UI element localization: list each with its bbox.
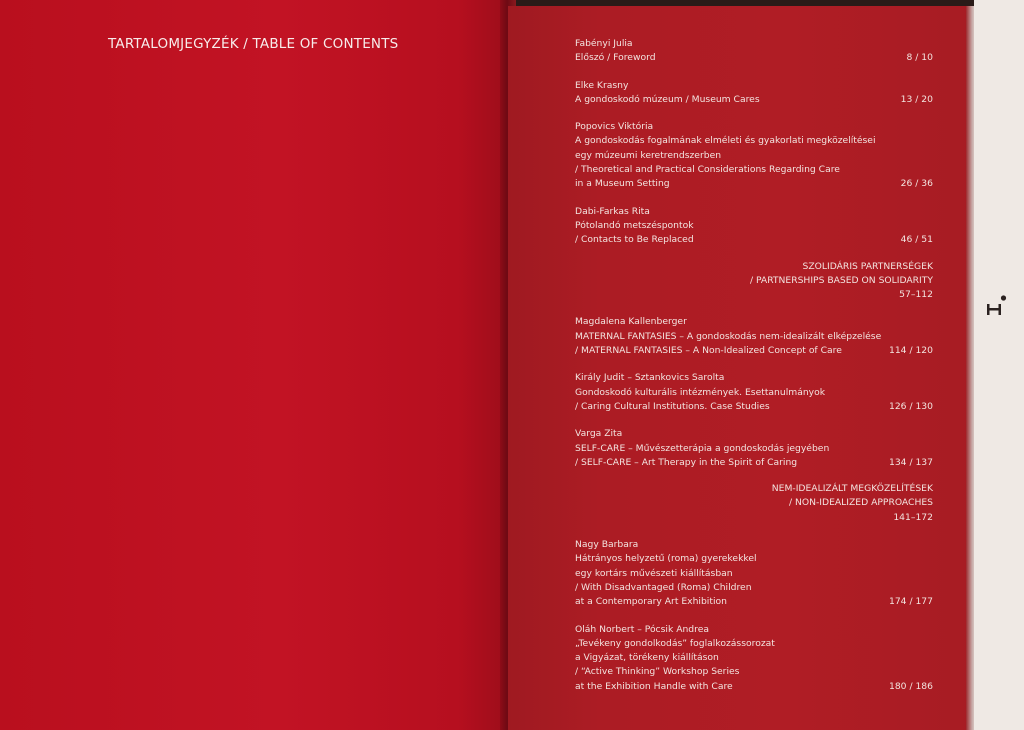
- toc-title: a Vigyázat, törékeny kiállításon: [575, 652, 719, 664]
- toc-pages: 134 / 137: [888, 456, 933, 468]
- toc-pages: 8 / 10: [906, 52, 933, 64]
- toc-author: Oláh Norbert – Pócsik Andrea: [575, 623, 709, 635]
- toc-title: Hátrányos helyzetű (roma) gyerekekkel: [575, 553, 757, 565]
- toc-title: / SELF-CARE – Art Therapy in the Spirit of Caring: [575, 456, 798, 468]
- page-title: TARTALOMJEGYZÉK / TABLE OF CONTENTS: [108, 36, 399, 52]
- toc-author: Dabi-Farkas Rita: [575, 205, 650, 217]
- toc-pages: 180 / 186: [888, 680, 933, 692]
- toc-author: Varga Zita: [575, 428, 623, 440]
- toc-author: Nagy Barbara: [575, 539, 639, 551]
- next-page-edge: [974, 0, 1024, 730]
- toc-entry: [575, 205, 933, 248]
- toc-entry: [575, 538, 933, 609]
- toc-title: Pótolandó metszéspontok: [575, 219, 694, 231]
- toc-section-heading: [575, 260, 933, 303]
- toc-author: Fabényi Julia: [575, 38, 633, 49]
- toc-entry: [575, 120, 933, 191]
- section-title: / NON-IDEALIZED APPROACHES: [788, 497, 933, 509]
- toc-entry: [575, 427, 933, 470]
- toc-title: at the Exhibition Handle with Care: [575, 680, 733, 692]
- toc-title: / With Disadvantaged (Roma) Children: [575, 581, 752, 593]
- toc-title: / Contacts to Be Replaced: [575, 234, 694, 246]
- toc-title: A gondoskodó múzeum / Museum Cares: [575, 93, 760, 105]
- toc-title: Előszó / Foreword: [575, 52, 656, 64]
- toc-title: egy múzeumi keretrendszerben: [575, 149, 722, 161]
- toc-title: MATERNAL FANTASIES – A gondoskodás nem-idealizált elképzelése: [575, 330, 882, 342]
- toc-title: egy kortárs művészeti kiállításban: [575, 567, 733, 579]
- toc-pages: 174 / 177: [888, 596, 933, 608]
- toc-pages: 126 / 130: [888, 400, 933, 412]
- section-pages: 141–172: [893, 511, 933, 523]
- toc-author: Elke Krasny: [575, 79, 629, 91]
- toc-entry: [575, 315, 933, 358]
- table-of-contents: [575, 37, 933, 707]
- section-title: / PARTNERSHIPS BASED ON SOLIDARITY: [749, 274, 933, 286]
- toc-title: / Theoretical and Practical Considerations Regarding Care: [575, 164, 840, 176]
- toc-title: SELF-CARE – Művészetterápia a gondoskodás jegyében: [575, 442, 830, 454]
- toc-entry: [575, 623, 933, 694]
- section-pages: 57–112: [899, 289, 933, 301]
- toc-author: Magdalena Kallenberger: [575, 316, 687, 328]
- toc-author: Popovics Viktória: [575, 121, 654, 133]
- toc-title: A gondoskodás fogalmának elméleti és gyakorlati megközelítései: [575, 135, 876, 147]
- toc-entry: [575, 371, 933, 414]
- toc-pages: 13 / 20: [900, 93, 933, 105]
- toc-pages: 114 / 120: [888, 345, 933, 357]
- left-page: [0, 0, 508, 730]
- toc-title: at a Contemporary Art Exhibition: [575, 596, 727, 608]
- toc-pages: 46 / 51: [900, 234, 933, 246]
- toc-pages: 26 / 36: [900, 178, 933, 190]
- toc-title: / Caring Cultural Institutions. Case Studies: [575, 400, 770, 412]
- toc-entry: [575, 79, 933, 108]
- toc-title: / “Active Thinking” Workshop Series: [575, 666, 740, 678]
- section-title: NEM-IDEALIZÁLT MEGKÖZELÍTÉSEK: [771, 483, 933, 495]
- toc-title: „Tevékeny gondolkodás” foglalkozássorozat: [575, 637, 775, 649]
- toc-title: Gondoskodó kulturális intézmények. Esettanulmányok: [575, 386, 826, 398]
- toc-author: Király Judit – Sztankovics Sarolta: [575, 372, 725, 384]
- section-title: SZOLIDÁRIS PARTNERSÉGEK: [802, 260, 933, 272]
- toc-title: / MATERNAL FANTASIES – A Non-Idealized Concept of Care: [575, 345, 842, 357]
- toc-section-heading: [575, 482, 933, 525]
- toc-title: in a Museum Setting: [575, 178, 670, 190]
- tab-marker-icon: [983, 294, 1009, 318]
- toc-entry: [575, 37, 933, 66]
